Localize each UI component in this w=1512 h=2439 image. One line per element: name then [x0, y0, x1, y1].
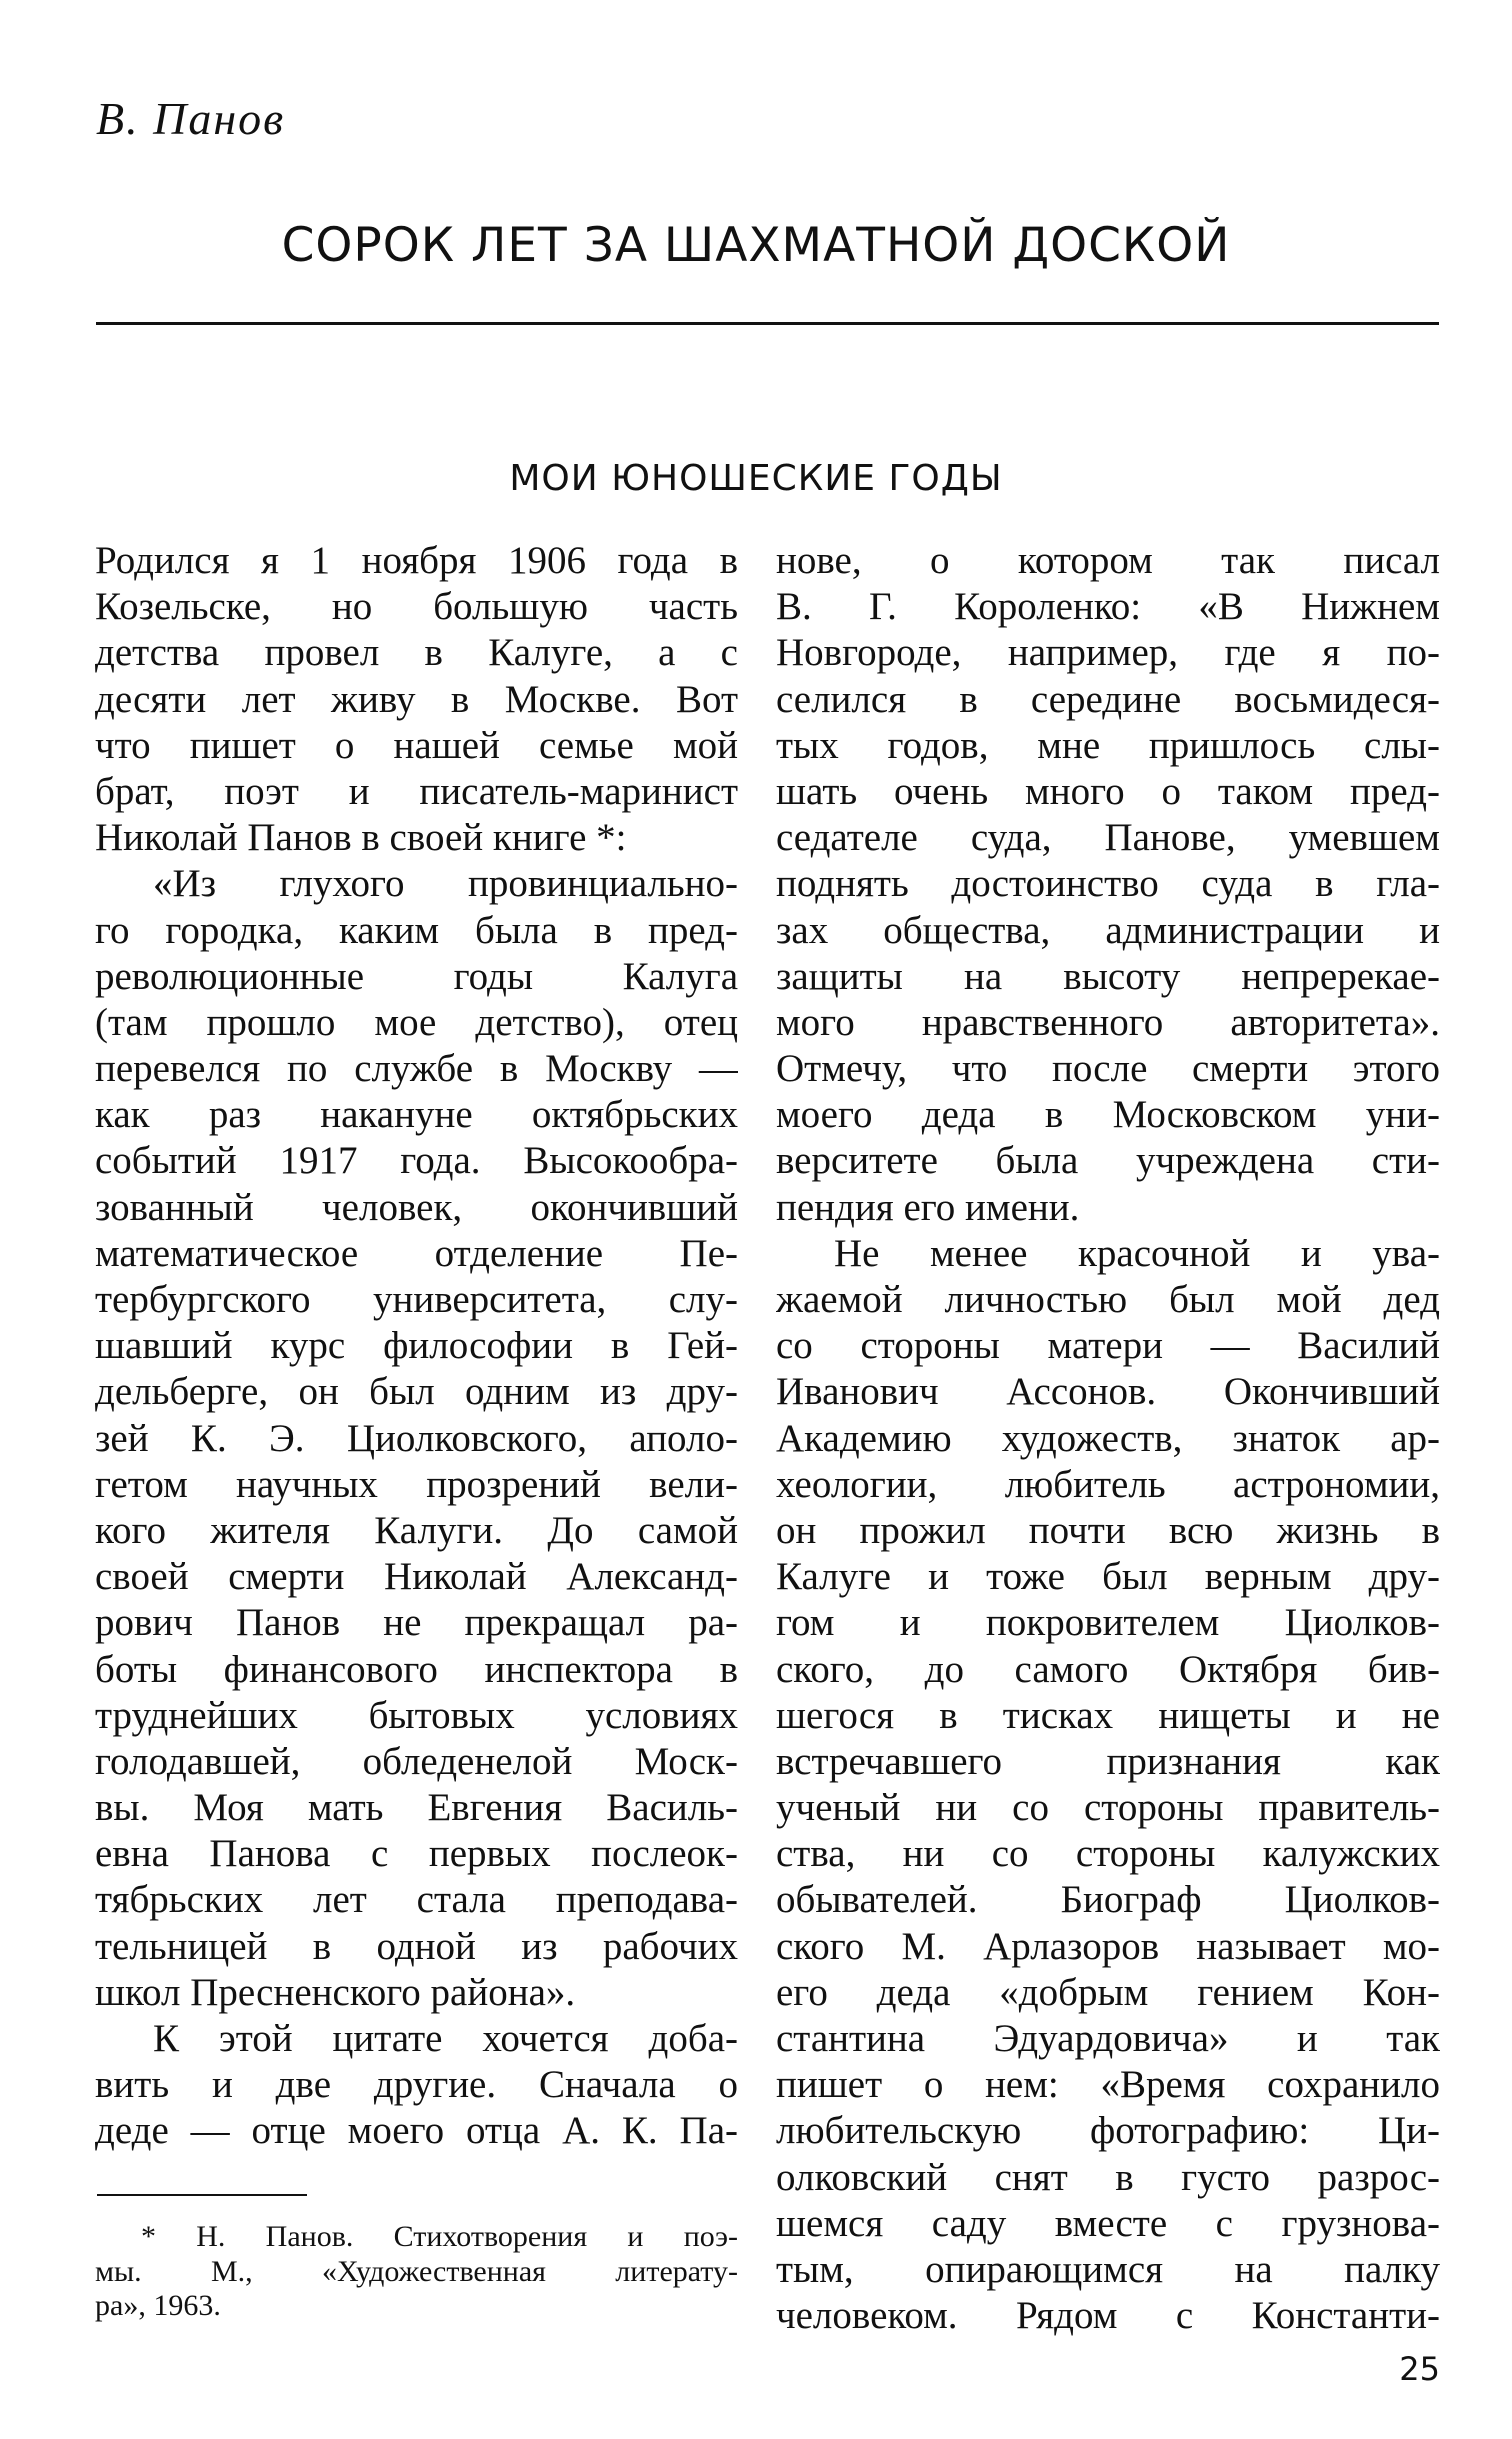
left-text-column	[95, 538, 738, 2155]
text-line: любительскую фотографию: Ци-	[776, 2109, 1440, 2153]
text-line: хеологии, любитель астрономии,	[776, 1462, 1440, 1506]
text-line: мого нравственного авторитета».	[776, 1000, 1440, 1044]
text-line: тельницей в одной из рабочих	[95, 1924, 738, 1968]
text-line: тым, опирающимся на палку	[776, 2247, 1440, 2291]
text-line: седателе суда, Панове, умевшем	[776, 816, 1440, 860]
text-line: революционные годы Калуга	[95, 954, 738, 998]
text-line: человеком. Рядом с Константи-	[776, 2294, 1440, 2338]
footnote	[95, 2220, 738, 2324]
text-line: десяти лет живу в Москве. Вот	[95, 677, 738, 721]
text-line: шать очень много о таком пред-	[776, 769, 1440, 813]
text-line: ского, до самого Октября бив-	[776, 1647, 1440, 1691]
text-line: дельберге, он был одним из дру-	[95, 1370, 738, 1414]
text-line: ученый ни со стороны правитель-	[776, 1786, 1440, 1830]
text-line: математическое отделение Пе-	[95, 1231, 738, 1275]
text-line: со стороны матери — Василий	[776, 1324, 1440, 1368]
text-line: Калуге и тоже был верным дру-	[776, 1555, 1440, 1599]
text-line: жаемой личностью был мой дед	[776, 1278, 1440, 1321]
chapter-title: МОИ ЮНОШЕСКИЕ ГОДЫ	[509, 458, 1003, 499]
text-line: перевелся по службе в Москву —	[95, 1047, 738, 1091]
text-line: труднейших бытовых условиях	[95, 1693, 738, 1737]
text-line: зованный человек, окончивший	[95, 1185, 738, 1229]
text-line: зей К. Э. Циолковского, аполо-	[95, 1416, 738, 1460]
text-line: «Из глухого провинциально-	[153, 862, 738, 906]
text-line: ства, ни со стороны калужских	[776, 1832, 1440, 1876]
text-line: верситете была учреждена сти-	[776, 1139, 1440, 1183]
text-line: тербургского университета, слу-	[95, 1278, 738, 1321]
text-line: Козельске, но большую часть	[95, 585, 738, 629]
text-line: пендия его имени.	[776, 1185, 1080, 1229]
text-line: нове, о котором так писал	[776, 539, 1440, 582]
text-line: его деда «добрым гением Кон-	[776, 1970, 1440, 2014]
text-line: брат, поэт и писатель-маринист	[95, 769, 738, 813]
text-line: Отмечу, что после смерти этого	[776, 1047, 1440, 1091]
text-line: гом и покровителем Циолков-	[776, 1601, 1440, 1645]
text-line: поднять достоинство суда в гла-	[776, 862, 1440, 906]
page-number: 25	[1399, 2350, 1440, 2388]
text-line: он прожил почти всю жизнь в	[776, 1508, 1440, 1552]
footnote-line: мы. М., «Художественная литерату-	[95, 2254, 738, 2288]
book-title: СОРОК ЛЕТ ЗА ШАХМАТНОЙ ДОСКОЙ	[281, 218, 1231, 273]
text-line: К этой цитате хочется доба-	[153, 2017, 738, 2060]
text-line: моего деда в Московском уни-	[776, 1093, 1440, 1137]
text-line: шегося в тисках нищеты и не	[776, 1693, 1440, 1737]
text-line: гетом научных прозрений вели-	[95, 1462, 738, 1506]
text-line: вить и две другие. Сначала о	[95, 2063, 738, 2107]
text-line: евна Панова с первых послеок-	[95, 1832, 738, 1876]
text-line: деде — отце моего отца А. К. Па-	[95, 2109, 738, 2153]
text-line: стантина Эдуардовича» и так	[776, 2017, 1440, 2060]
text-line: боты финансового инспектора в	[95, 1647, 738, 1691]
text-line: В. Г. Короленко: «В Нижнем	[776, 585, 1440, 629]
text-line: тых годов, мне пришлось слы-	[776, 723, 1440, 767]
text-line: тябрьских лет стала преподава-	[95, 1878, 738, 1922]
text-line: Новгороде, например, где я по-	[776, 631, 1440, 675]
footnote-divider	[97, 2194, 307, 2196]
text-line: зах общества, администрации и	[776, 908, 1440, 952]
text-line: защиты на высоту непререкае-	[776, 954, 1440, 998]
text-line: селился в середине восьмидеся-	[776, 677, 1440, 721]
text-line: детства провел в Калуге, а с	[95, 631, 738, 675]
text-line: Родился я 1 ноября 1906 года в	[95, 539, 738, 582]
footnote-line: * Н. Панов. Стихотворения и поэ-	[141, 2220, 738, 2253]
text-line: пишет о нем: «Время сохранило	[776, 2063, 1440, 2107]
text-line: вы. Моя мать Евгения Василь-	[95, 1786, 738, 1830]
text-line: Академию художеств, знаток ар-	[776, 1416, 1440, 1460]
footnote-line: ра», 1963.	[95, 2289, 221, 2322]
text-line: голодавшей, обледенелой Моск-	[95, 1739, 738, 1783]
right-text-column	[776, 538, 1440, 2339]
text-line: Не менее красочной и ува-	[834, 1231, 1440, 1275]
text-line: что пишет о нашей семье мой	[95, 723, 738, 767]
text-line: как раз накануне октябрьских	[95, 1093, 738, 1137]
text-line: встречавшего признания как	[776, 1739, 1440, 1783]
text-line: Иванович Ассонов. Окончивший	[776, 1370, 1440, 1414]
text-line: Николай Панов в своей книге *:	[95, 816, 627, 860]
text-line: своей смерти Николай Александ-	[95, 1555, 738, 1599]
text-line: рович Панов не прекращал ра-	[95, 1601, 738, 1645]
text-line: школ Пресненского района».	[95, 1970, 576, 2014]
text-line: кого жителя Калуги. До самой	[95, 1508, 738, 1552]
text-line: го городка, каким была в пред-	[95, 908, 738, 952]
text-line: событий 1917 года. Высокообра-	[95, 1139, 738, 1183]
text-line: (там прошло мое детство), отец	[95, 1000, 738, 1044]
text-line: обывателей. Биограф Циолков-	[776, 1878, 1440, 1922]
text-line: олковский снят в густо разрос-	[776, 2155, 1440, 2199]
title-divider	[96, 322, 1439, 325]
text-line: шавший курс философии в Гей-	[95, 1324, 738, 1368]
author-name: В. Панов	[96, 93, 286, 144]
text-line: ского М. Арлазоров называет мо-	[776, 1924, 1440, 1968]
text-line: шемся саду вместе с грузнова-	[776, 2201, 1440, 2245]
